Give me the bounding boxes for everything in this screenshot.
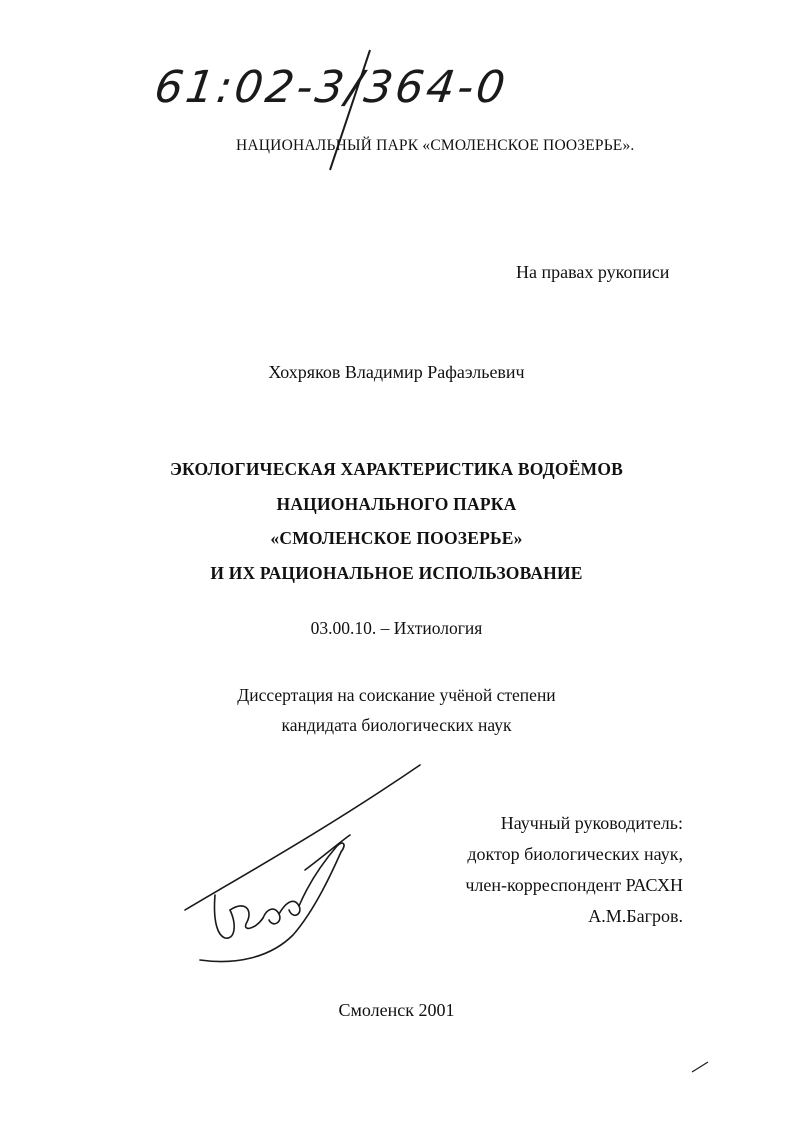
title-line: «СМОЛЕНСКОЕ ПООЗЕРЬЕ» [270,528,523,548]
pen-mark [690,1060,710,1074]
supervisor-block [465,808,683,932]
archive-code: 61:02-3/364-0 [151,62,511,113]
title-line: ЭКОЛОГИЧЕСКАЯ ХАРАКТЕРИСТИКА ВОДОЁМОВ [169,459,624,479]
author-name: Хохряков Владимир Рафаэльевич [268,362,525,382]
archive-code-stroke [300,45,420,175]
supervisor-line: доктор биологических наук, [467,844,683,864]
degree-line: Диссертация на соискание учёной степени [237,685,556,705]
supervisor-line: Научный руководитель: [500,813,683,833]
dissertation-title [0,452,793,590]
manuscript-rights-note: На правах рукописи [516,262,670,282]
specialty-code: 03.00.10. – Ихтиология [310,618,483,638]
degree-line: кандидата биологических наук [281,715,512,735]
supervisor-line: член-корреспондент РАСХН [465,875,683,895]
degree-statement [0,680,793,740]
signature-icon [175,760,435,970]
title-line: И ИХ РАЦИОНАЛЬНОЕ ИСПОЛЬЗОВАНИЕ [210,562,583,583]
city-year: Смоленск 2001 [338,1000,455,1020]
supervisor-line: А.М.Багров. [588,906,683,926]
title-line: НАЦИОНАЛЬНОГО ПАРКА [276,493,517,514]
organization-header: НАЦИОНАЛЬНЫЙ ПАРК «СМОЛЕНСКОЕ ПООЗЕРЬЕ». [236,137,635,154]
